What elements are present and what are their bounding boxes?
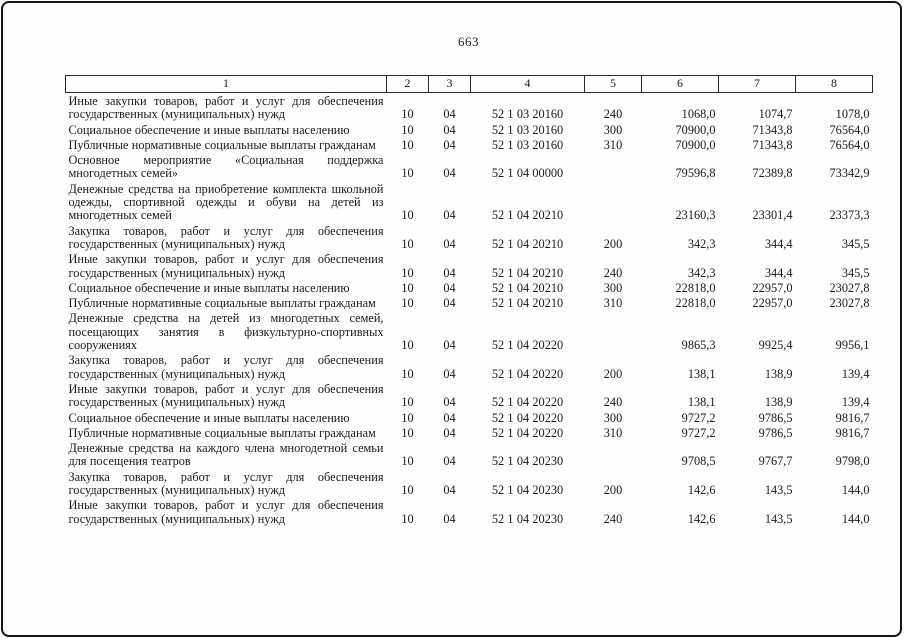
table-header-cell-2: 2 xyxy=(387,76,429,93)
cell-target-article: 52 1 04 20220 xyxy=(491,338,564,353)
cell-amount-year3: 9816,7 xyxy=(835,425,870,440)
cell-amount-year3: 23027,8 xyxy=(829,280,870,295)
cell-amount-year3: 144,0 xyxy=(841,483,870,498)
cell-amount-year1: 142,6 xyxy=(687,483,716,498)
table-row xyxy=(66,352,873,381)
cell-expense-type: 240 xyxy=(603,265,623,280)
cell-target-article: 52 1 03 20160 xyxy=(491,137,564,152)
cell-razdel: 10 xyxy=(401,425,414,440)
cell-expense-type: 240 xyxy=(603,511,623,526)
cell-razdel: 10 xyxy=(401,208,414,223)
cell-target-article: 52 1 04 20220 xyxy=(491,395,564,410)
cell-target-article: 52 1 04 20230 xyxy=(491,511,564,526)
cell-target-article: 52 1 04 20210 xyxy=(491,236,564,251)
cell-amount-year3: 1078,0 xyxy=(835,107,870,122)
cell-amount-year1: 138,1 xyxy=(687,366,716,381)
table-row xyxy=(66,223,873,252)
cell-name: Денежные средства на каждого члена многодетной семьи для посещения театров xyxy=(68,441,384,469)
cell-podrazdel: 04 xyxy=(443,395,456,410)
cell-name: Закупка товаров, работ и услуг для обеспечения государственных (муниципальных) нужд xyxy=(68,469,384,498)
cell-razdel: 10 xyxy=(401,166,414,181)
cell-amount-year1: 22818,0 xyxy=(675,296,716,311)
cell-razdel: 10 xyxy=(401,107,414,122)
cell-amount-year2: 22957,0 xyxy=(752,280,793,295)
cell-razdel: 10 xyxy=(401,410,414,425)
cell-target-article: 52 1 03 20160 xyxy=(491,107,564,122)
cell-amount-year3: 76564,0 xyxy=(829,122,870,137)
cell-amount-year3: 23373,3 xyxy=(829,208,870,223)
cell-amount-year1: 70900,0 xyxy=(675,137,716,152)
cell-amount-year1: 342,3 xyxy=(687,236,716,251)
cell-amount-year2: 23301,4 xyxy=(752,208,793,223)
cell-podrazdel: 04 xyxy=(443,166,456,181)
cell-expense-type: 300 xyxy=(603,410,623,425)
cell-name: Денежные средства на детей из многодетных семей, посещающих занятия в физкультурно-спортивных сооружениях xyxy=(68,311,384,353)
cell-podrazdel: 04 xyxy=(443,137,456,152)
cell-amount-year1: 138,1 xyxy=(687,395,716,410)
cell-name: Закупка товаров, работ и услуг для обеспечения государственных (муниципальных) нужд xyxy=(68,353,384,381)
cell-podrazdel: 04 xyxy=(443,208,456,223)
table-row xyxy=(66,251,873,280)
cell-amount-year3: 9956,1 xyxy=(835,338,870,353)
cell-amount-year3: 9798,0 xyxy=(835,454,870,469)
cell-amount-year2: 138,9 xyxy=(764,366,793,381)
cell-podrazdel: 04 xyxy=(443,236,456,251)
cell-amount-year3: 139,4 xyxy=(841,366,870,381)
table-row xyxy=(66,381,873,410)
cell-target-article: 52 1 04 20230 xyxy=(491,454,564,469)
cell-amount-year2: 72389,8 xyxy=(752,166,793,181)
cell-amount-year2: 9786,5 xyxy=(758,425,793,440)
cell-razdel: 10 xyxy=(401,236,414,251)
cell-expense-type xyxy=(585,181,642,223)
cell-amount-year1: 1068,0 xyxy=(681,107,716,122)
cell-expense-type: 200 xyxy=(603,236,623,251)
cell-razdel: 10 xyxy=(401,454,414,469)
table-header-cell-3: 3 xyxy=(429,76,471,93)
cell-expense-type: 300 xyxy=(603,122,623,137)
cell-razdel: 10 xyxy=(401,366,414,381)
table-row xyxy=(66,497,873,526)
cell-amount-year1: 23160,3 xyxy=(675,208,716,223)
cell-amount-year1: 79596,8 xyxy=(675,166,716,181)
table-row xyxy=(66,310,873,352)
table-row xyxy=(66,137,873,152)
table-header-row xyxy=(66,76,873,93)
cell-amount-year3: 345,5 xyxy=(841,236,870,251)
page-number: 663 xyxy=(458,34,479,49)
cell-name: Иные закупки товаров, работ и услуг для обеспечения государственных (муниципальных) нужд xyxy=(68,498,384,526)
table-row xyxy=(66,122,873,137)
table-body xyxy=(66,93,873,526)
cell-amount-year1: 22818,0 xyxy=(675,280,716,295)
page-content xyxy=(65,3,872,526)
cell-target-article: 52 1 04 20220 xyxy=(491,366,564,381)
cell-razdel: 10 xyxy=(401,483,414,498)
cell-name: Иные закупки товаров, работ и услуг для обеспечения государственных (муниципальных) нужд xyxy=(68,381,384,410)
cell-target-article: 52 1 04 00000 xyxy=(491,166,564,181)
cell-expense-type xyxy=(585,440,642,469)
cell-target-article: 52 1 04 20230 xyxy=(491,483,564,498)
cell-target-article: 52 1 04 20210 xyxy=(491,208,564,223)
table-header-cell-6: 6 xyxy=(642,76,719,93)
cell-expense-type xyxy=(585,310,642,352)
cell-amount-year2: 344,4 xyxy=(764,236,793,251)
cell-razdel: 10 xyxy=(401,511,414,526)
table-row xyxy=(66,410,873,425)
cell-amount-year3: 139,4 xyxy=(841,395,870,410)
cell-expense-type: 240 xyxy=(603,107,623,122)
cell-amount-year2: 9767,7 xyxy=(758,454,793,469)
scanned-page xyxy=(1,1,902,637)
cell-name: Закупка товаров, работ и услуг для обеспечения государственных (муниципальных) нужд xyxy=(68,223,384,251)
cell-amount-year1: 9727,2 xyxy=(681,410,716,425)
cell-amount-year2: 9786,5 xyxy=(758,410,793,425)
cell-name: Социальное обеспечение и иные выплаты населению xyxy=(68,410,350,425)
cell-amount-year3: 345,5 xyxy=(841,265,870,280)
table-row xyxy=(66,425,873,440)
cell-amount-year3: 9816,7 xyxy=(835,410,870,425)
table-header-cell-5: 5 xyxy=(585,76,642,93)
cell-target-article: 52 1 03 20160 xyxy=(491,122,564,137)
cell-amount-year1: 9708,5 xyxy=(681,454,716,469)
cell-razdel: 10 xyxy=(401,395,414,410)
table-header-cell-1: 1 xyxy=(66,76,387,93)
cell-expense-type: 310 xyxy=(603,425,623,440)
cell-podrazdel: 04 xyxy=(443,454,456,469)
cell-razdel: 10 xyxy=(401,296,414,311)
cell-podrazdel: 04 xyxy=(443,122,456,137)
cell-name: Основное мероприятие «Социальная поддержка многодетных семей» xyxy=(68,153,384,181)
cell-amount-year3: 144,0 xyxy=(841,511,870,526)
table-row xyxy=(66,93,873,122)
cell-amount-year2: 143,5 xyxy=(764,511,793,526)
table-header xyxy=(66,76,873,93)
cell-expense-type: 310 xyxy=(603,296,623,311)
cell-razdel: 10 xyxy=(401,338,414,353)
cell-razdel: 10 xyxy=(401,137,414,152)
table-row xyxy=(66,280,873,295)
cell-amount-year1: 342,3 xyxy=(687,265,716,280)
cell-name: Денежные средства на приобретение комплекта школьной одежды, спортивной одежды и обуви на детей из многодетных семей xyxy=(68,181,384,223)
cell-amount-year1: 9865,3 xyxy=(681,338,716,353)
cell-podrazdel: 04 xyxy=(443,511,456,526)
cell-podrazdel: 04 xyxy=(443,425,456,440)
cell-amount-year2: 143,5 xyxy=(764,483,793,498)
cell-amount-year2: 1074,7 xyxy=(758,107,793,122)
cell-expense-type: 300 xyxy=(603,280,623,295)
cell-razdel: 10 xyxy=(401,122,414,137)
cell-amount-year2: 71343,8 xyxy=(752,122,793,137)
cell-razdel: 10 xyxy=(401,280,414,295)
cell-amount-year2: 22957,0 xyxy=(752,296,793,311)
cell-amount-year3: 73342,9 xyxy=(829,166,870,181)
cell-name: Иные закупки товаров, работ и услуг для обеспечения государственных (муниципальных) нужд xyxy=(68,94,384,122)
cell-target-article: 52 1 04 20220 xyxy=(491,425,564,440)
table-row xyxy=(66,181,873,223)
cell-target-article: 52 1 04 20210 xyxy=(491,265,564,280)
cell-amount-year1: 70900,0 xyxy=(675,122,716,137)
cell-podrazdel: 04 xyxy=(443,366,456,381)
cell-name: Иные закупки товаров, работ и услуг для обеспечения государственных (муниципальных) нужд xyxy=(68,252,384,280)
cell-razdel: 10 xyxy=(401,265,414,280)
cell-podrazdel: 04 xyxy=(443,483,456,498)
table-row xyxy=(66,469,873,498)
cell-amount-year1: 9727,2 xyxy=(681,425,716,440)
table-header-cell-7: 7 xyxy=(719,76,796,93)
cell-name: Социальное обеспечение и иные выплаты населению xyxy=(68,280,350,295)
cell-amount-year2: 138,9 xyxy=(764,395,793,410)
cell-amount-year3: 23027,8 xyxy=(829,296,870,311)
cell-podrazdel: 04 xyxy=(443,265,456,280)
budget-table xyxy=(65,75,873,526)
cell-expense-type: 200 xyxy=(603,366,623,381)
cell-amount-year2: 71343,8 xyxy=(752,137,793,152)
cell-amount-year3: 76564,0 xyxy=(829,137,870,152)
table-row xyxy=(66,152,873,181)
table-header-cell-8: 8 xyxy=(796,76,873,93)
table-header-cell-4: 4 xyxy=(471,76,585,93)
cell-name: Публичные нормативные социальные выплаты гражданам xyxy=(68,137,376,152)
cell-amount-year1: 142,6 xyxy=(687,511,716,526)
cell-expense-type: 200 xyxy=(603,483,623,498)
cell-target-article: 52 1 04 20220 xyxy=(491,410,564,425)
cell-name: Социальное обеспечение и иные выплаты населению xyxy=(68,122,350,137)
cell-expense-type: 240 xyxy=(603,395,623,410)
cell-podrazdel: 04 xyxy=(443,338,456,353)
cell-name: Публичные нормативные социальные выплаты гражданам xyxy=(68,425,376,440)
cell-expense-type: 310 xyxy=(603,137,623,152)
cell-target-article: 52 1 04 20210 xyxy=(491,296,564,311)
cell-podrazdel: 04 xyxy=(443,296,456,311)
cell-target-article: 52 1 04 20210 xyxy=(491,280,564,295)
cell-podrazdel: 04 xyxy=(443,107,456,122)
table-row xyxy=(66,295,873,310)
cell-amount-year2: 344,4 xyxy=(764,265,793,280)
cell-podrazdel: 04 xyxy=(443,280,456,295)
cell-expense-type xyxy=(585,152,642,181)
cell-podrazdel: 04 xyxy=(443,410,456,425)
cell-name: Публичные нормативные социальные выплаты гражданам xyxy=(68,296,376,311)
table-row xyxy=(66,440,873,469)
cell-amount-year2: 9925,4 xyxy=(758,338,793,353)
